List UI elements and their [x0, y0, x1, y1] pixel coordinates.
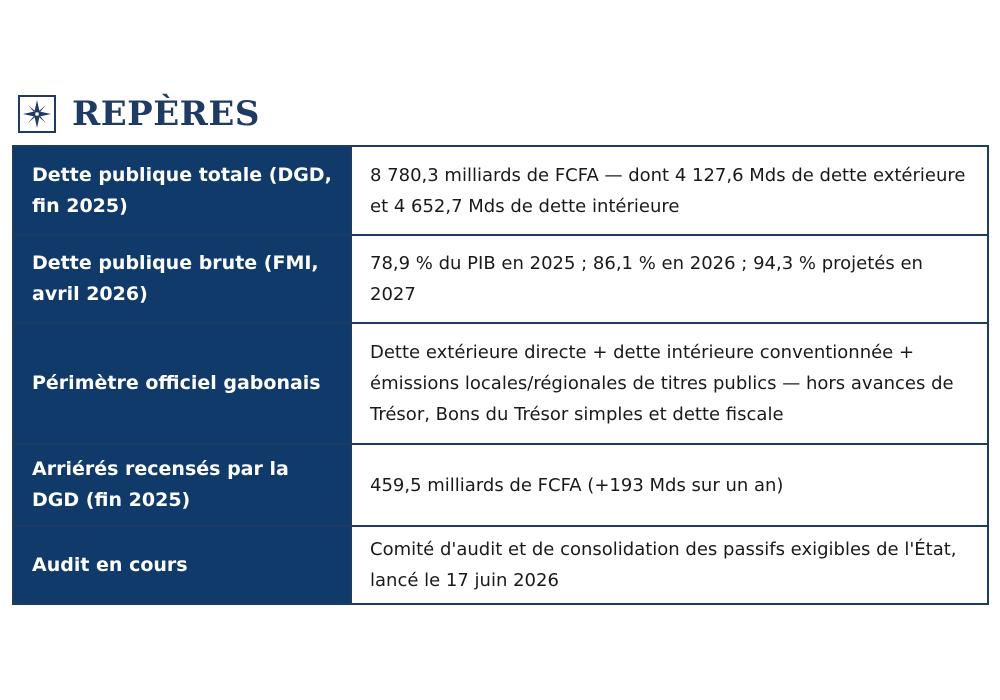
table-row — [13, 235, 988, 323]
row-value-perimetre: Dette extérieure directe + dette intérieure conventionnée + émissions locales/régionales de titres publics — hors avances de Trésor, Bons du Trésor simples et dette fiscale — [351, 323, 988, 444]
row-label-perimetre: Périmètre officiel gabonais — [13, 323, 351, 444]
section-header — [18, 92, 260, 136]
row-value-arrieres: 459,5 milliards de FCFA (+193 Mds sur un an) — [351, 444, 988, 526]
reperes-table — [12, 145, 989, 605]
page-title: REPÈRES — [72, 94, 260, 134]
compass-star-icon-graphic — [22, 99, 52, 129]
table-row — [13, 146, 988, 235]
table-row — [13, 444, 988, 526]
row-value-audit: Comité d'audit et de consolidation des passifs exigibles de l'État, lancé le 17 juin 2026 — [351, 526, 988, 604]
compass-star-icon — [18, 95, 56, 133]
table-row — [13, 323, 988, 444]
table-row — [13, 526, 988, 604]
row-label-dette-totale: Dette publique totale (DGD, fin 2025) — [13, 146, 351, 235]
row-label-dette-brute: Dette publique brute (FMI, avril 2026) — [13, 235, 351, 323]
row-label-audit: Audit en cours — [13, 526, 351, 604]
row-label-arrieres: Arriérés recensés par la DGD (fin 2025) — [13, 444, 351, 526]
row-value-dette-totale: 8 780,3 milliards de FCFA — dont 4 127,6 Mds de dette extérieure et 4 652,7 Mds de dette intérieure — [351, 146, 988, 235]
row-value-dette-brute: 78,9 % du PIB en 2025 ; 86,1 % en 2026 ; 94,3 % projetés en 2027 — [351, 235, 988, 323]
